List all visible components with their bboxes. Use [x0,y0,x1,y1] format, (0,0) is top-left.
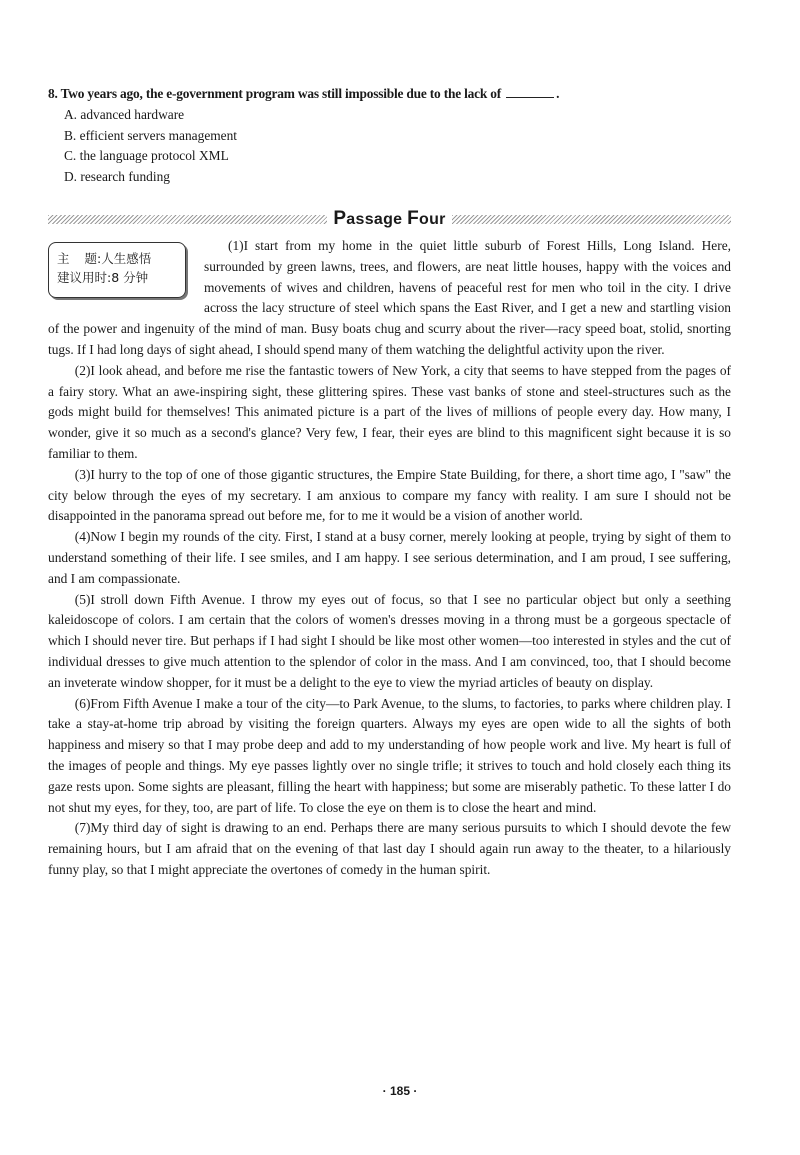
option-letter: A. [64,106,78,122]
option-letter: B. [64,127,77,143]
question-number: 8. [48,86,58,101]
page-content [48,84,731,881]
paragraph-7: (7)My third day of sight is drawing to an end. Perhaps there are many serious pursuits to which I should devote the few remaining hours, but I am afraid that on the evening of that last day I should again run away to the theater, to a hilariously funny play, so that I might appreciate the overtones of comedy in the human spirit. [48,820,731,877]
page-number: · 185 · [382,1084,418,1098]
option-d[interactable] [48,167,731,188]
question-end: . [556,86,560,101]
answer-blank [506,85,554,98]
option-text: research funding [80,169,170,185]
paragraph-5: (5)I stroll down Fifth Avenue. I throw my eyes out of focus, so that I see no particular object but only a seething kaleidoscope of colors. I am certain that the colors of women's dresses moving in a throng must be a gorgeous spectacle of which I should never tire. But perhaps if I had sight I should be like most other women—too interested in styles and the cut of individual dresses to give much attention to the splendor of color in the mass. And I am convinced, too, that I should become an inveterate window shopper, for it must be a delight to the eye to view the myriad articles of beauty on display. [48,591,731,690]
option-letter: D. [64,169,78,185]
paragraph-3: (3)I hurry to the top of one of those gigantic structures, the Empire State Building, for there, a short time ago, I "saw" the city below through the eyes of my secretary. I am anxious to compare my fancy with reality. I am sure I should not be disappointed in the panorama spread out before me, for to me it would be a vision of another world. [48,466,731,524]
option-a[interactable] [48,105,731,126]
option-text: advanced hardware [80,106,185,122]
option-text: efficient servers management [79,127,238,143]
paragraph-1: (1)I start from my home in the quiet little suburb of Forest Hills, Long Island. Here, surrounded by green lawns, trees, and flowers, are neat little houses, happy with the voices and movements of wives and children, havens of peaceful rest for men who toil in the city. I drive across the lacy structure of steel which spans the East River, and I get a new and startling vision of the power and ingenuity of the mind of man. Busy boats chug and scurry about the river—racy speed boat, stolid, snorting tugs. If I had long days of sight ahead, I should spend many of them watching the delightful activity upon the river. [48,237,731,357]
passage-header [48,207,731,233]
passage-body [48,236,731,881]
paragraph-6: (6)From Fifth Avenue I make a tour of the city—to Park Avenue, to the slums, to factories, to parks where children play. I take a stay-at-home trip abroad by visiting the foreign quarters. Always my eyes are open wide to all the sights of both happiness and misery so that I may probe deep and add to my understanding of how people work and live. My heart is full of the images of people and things. My eye passes lightly over no single trifle; it strives to touch and hold closely each thing its gaze rests upon. Some sights are pleasant, filling the heart with happiness; but some are miserably pathetic. To these latter I do not shut my eyes, for they, too, are part of life. To close the eye on them is to close the heart and mind. [48,695,731,815]
option-letter: C. [64,148,77,164]
passage-title: Passage Four [333,208,446,230]
question-stem [48,84,731,105]
header-stripe-right [452,215,731,224]
topic-line: 主题:人生感悟 [57,250,152,266]
option-c[interactable] [48,146,731,167]
question-text: Two years ago, the e-government program was still impossible due to the lack of [60,86,501,101]
paragraph-4: (4)Now I begin my rounds of the city. First, I stand at a busy corner, merely looking at people, trying by sight of them to understand something of their life. I see smiles, and I am happy. I see serious determination, and I am proud, I see suffering, and I am compassionate. [48,529,731,586]
option-text: the language protocol XML [79,148,229,164]
topic-info-box [48,242,186,298]
paragraph-2: (2)I look ahead, and before me rise the fantastic towers of New York, a city that seems to have stepped from the pages of a fairy story. What an awe-inspiring sight, these glittering spires. These vast banks of stone and steel-structures such as the gods might build for themselves! This animated picture is a part of the lives of millions of people every day. How many, I wonder, give it so much as a second's glance? Very few, I fear, their eyes are blind to this magnificent sight because it is so familiar to them. [48,362,731,461]
time-line: 建议用时:8 分钟 [57,269,149,285]
option-b[interactable] [48,126,731,147]
header-stripe-left [48,215,327,224]
